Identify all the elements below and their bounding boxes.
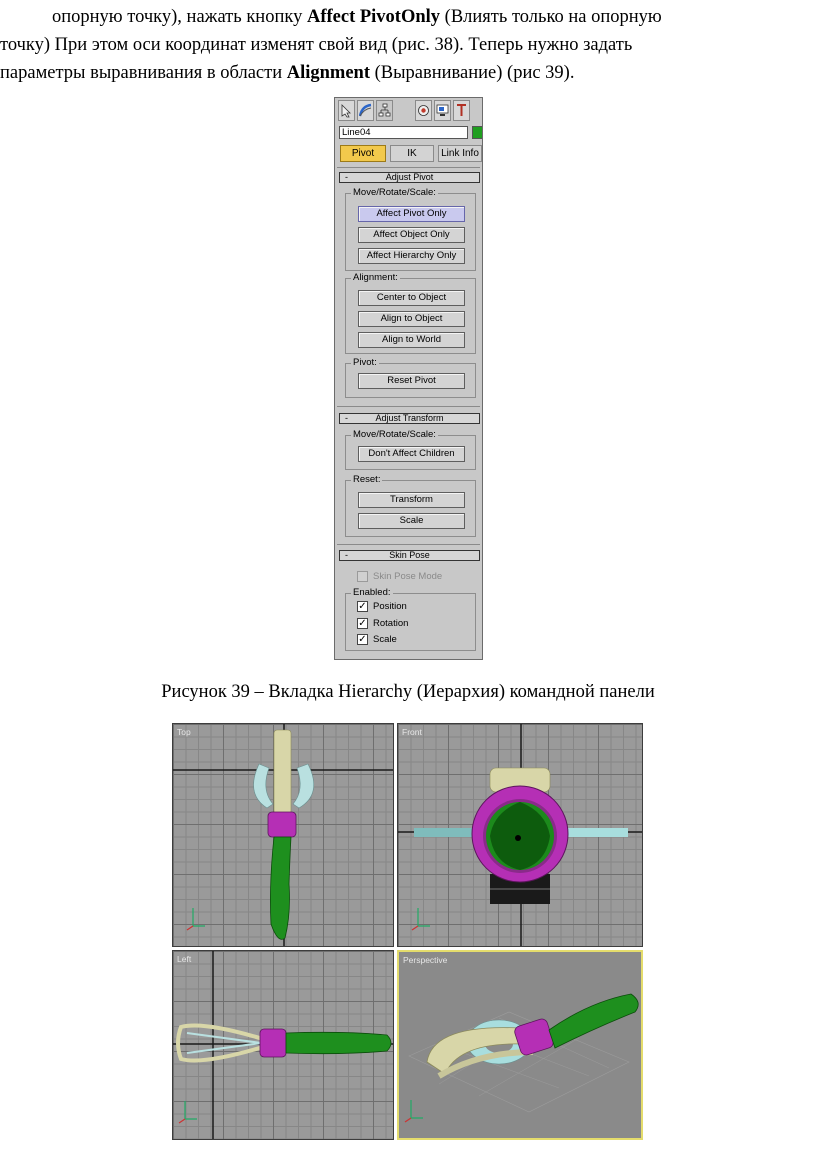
collapse-icon: - [345,172,348,182]
rollout-adjust-transform[interactable] [339,413,480,424]
left-view-model [173,951,394,1140]
skin-pose-mode-label: Skin Pose Mode [373,571,443,582]
viewport-label: Perspective [403,955,448,965]
modify-icon[interactable] [357,100,374,121]
transform-reset-button[interactable]: Transform [358,492,465,508]
create-icon[interactable] [338,100,355,121]
affect-pivot-only-button[interactable]: Affect Pivot Only [358,206,465,222]
scale-label: Scale [373,634,397,645]
perspective-view-model [399,952,641,1138]
group-title: Enabled: [353,587,391,598]
rotation-label: Rotation [373,618,409,629]
paragraph-text: параметры выравнивания в области [0,63,287,83]
skin-pose-mode-checkbox[interactable] [357,571,368,582]
viewport-perspective[interactable] [397,950,643,1140]
paragraph-bold-term: Alignment [286,63,370,83]
affect-hierarchy-only-button[interactable]: Affect Hierarchy Only [358,248,465,264]
rollout-adjust-pivot[interactable] [339,172,480,183]
rollout-title: Skin Pose [389,550,430,560]
top-view-model [173,724,394,947]
dont-affect-children-button[interactable]: Don't Affect Children [358,446,465,462]
viewport-label: Left [177,954,192,964]
figure-caption: Рисунок 39 – Вкладка Hierarchy (Иерархия) командной панели [161,682,655,702]
group-title: Move/Rotate/Scale: [353,187,436,198]
front-view-model [398,724,643,947]
paragraph-line-1 [52,3,662,31]
object-color-swatch[interactable] [472,126,483,139]
utilities-icon[interactable] [453,100,470,121]
rollout-skin-pose[interactable] [339,550,480,561]
divider [337,167,480,168]
paragraph-line-2: точку) При этом оси координат изменят свой вид (рис. 38). Теперь нужно задать [0,35,633,55]
group-title: Reset: [353,474,381,485]
group-title: Move/Rotate/Scale: [353,429,436,440]
viewport-left[interactable] [172,950,394,1140]
scale-checkbox[interactable]: ✓ [358,634,367,645]
viewport-label: Top [177,727,191,737]
rollout-title: Adjust Pivot [385,172,434,182]
viewport-label: Front [402,727,422,737]
paragraph-text: опорную точку), нажать кнопку [52,7,307,27]
command-panel [334,97,483,660]
tab-pivot[interactable]: Pivot [340,145,386,162]
paragraph-text: (Влиять только на опорную [440,7,662,27]
scale-reset-button[interactable]: Scale [358,513,465,529]
rotation-checkbox[interactable]: ✓ [358,618,367,629]
paragraph-bold-term: Affect PivotOnly [306,7,441,27]
viewport-front[interactable] [397,723,643,947]
tab-ik[interactable]: IK [390,145,434,162]
paragraph-text: (Выравнивание) (рис 39). [369,63,575,83]
collapse-icon: - [345,413,348,423]
group-title: Alignment: [353,272,398,283]
tab-link-info[interactable]: Link Info [438,145,482,162]
affect-object-only-button[interactable]: Affect Object Only [358,227,465,243]
object-name-field[interactable]: Line04 [339,126,468,139]
center-to-object-button[interactable]: Center to Object [358,290,465,306]
reset-pivot-button[interactable]: Reset Pivot [358,373,465,389]
display-icon[interactable] [434,100,451,121]
motion-icon[interactable] [415,100,432,121]
position-checkbox[interactable]: ✓ [358,601,367,612]
hierarchy-icon[interactable] [376,100,393,121]
align-to-world-button[interactable]: Align to World [358,332,465,348]
divider [337,544,480,545]
collapse-icon: - [345,550,348,560]
divider [337,406,480,407]
group-title: Pivot: [353,357,377,368]
paragraph-line-3 [0,59,574,87]
position-label: Position [373,601,407,612]
align-to-object-button[interactable]: Align to Object [358,311,465,327]
viewport-top[interactable] [172,723,394,947]
rollout-title: Adjust Transform [375,413,444,423]
